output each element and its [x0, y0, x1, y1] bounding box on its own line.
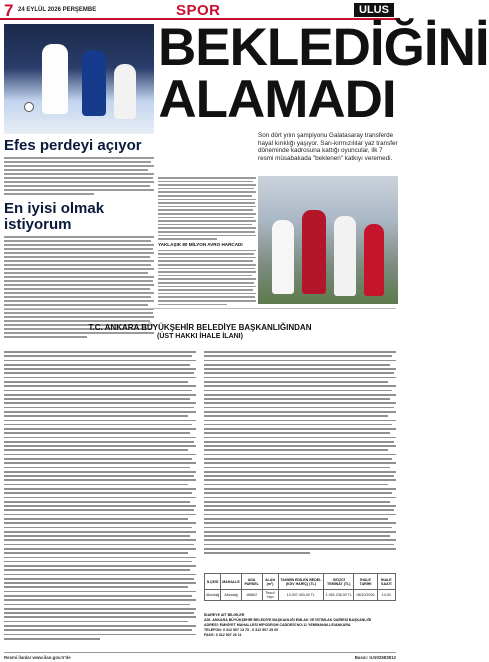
table-header-cell: TAHMİN EDİLEN BEDEL (KDV HARİÇ) (TL) — [278, 574, 324, 590]
table-cell: Altındağ — [205, 590, 221, 601]
table-header-cell: GEÇİCİ TEMİNAT (TL) — [324, 574, 354, 590]
main-subhead: YAKLAŞIK 80 MİLYON AVRO HARCADI — [158, 241, 243, 247]
table-cell: Tescil Yapı — [262, 590, 278, 601]
contact-title: İDAREYE AİT BİLGİLER — [204, 613, 245, 617]
logo-text: ULUS — [359, 4, 389, 16]
notice-text-right — [204, 351, 396, 557]
notice-text-left — [4, 351, 196, 642]
table-cell: 1.952.236,00 TL — [324, 590, 354, 601]
contact-name-label: ADI — [204, 618, 211, 622]
section-title: SPOR — [176, 2, 221, 19]
contact-block — [204, 613, 396, 638]
table-cell: 1868/2 — [241, 590, 262, 601]
notice-title: T.C. ANKARA BÜYÜKŞEHİR BELEDİYE BAŞKANLIĞINDAN — [88, 323, 312, 332]
contact-fax-value: 0 312 507 26 11 — [215, 633, 242, 637]
table-header-cell: ALAN (m²) — [262, 574, 278, 590]
notice-subtitle: (ÜST HAKKI İHALE İLANI) — [157, 333, 243, 340]
tender-table-header — [205, 574, 396, 590]
contact-name-row: ADI: ANKARA BÜYÜKŞEHİR BELEDİYE BAŞKANLIĞI EMLAK VE İSTİMLAK DAİRESİ BAŞKANLIĞI — [204, 618, 372, 622]
page-footer — [4, 652, 396, 661]
en-iyisi-headline: En iyisi olmak istiyorum — [4, 200, 105, 233]
newspaper-logo — [354, 3, 394, 17]
page-number: 7 — [4, 1, 14, 20]
basketball-photo — [4, 24, 154, 134]
table-header-cell: MAHALLE — [221, 574, 242, 590]
table-header-cell: İHALE SAATİ — [377, 574, 395, 590]
contact-fax-row: FAKS: 0 312 507 26 11 — [204, 633, 242, 637]
table-header-cell: İHALE TARİHİ — [354, 574, 377, 590]
table-cell: 14.00 — [377, 590, 395, 601]
contact-address-value: EMNİYET MAHALLESİ HİPODROM CADDESİ NO:11 YENİMAHALLE/ANKARA — [219, 623, 351, 627]
tender-table — [204, 573, 396, 601]
left-column — [4, 24, 154, 340]
football-photo — [258, 176, 398, 304]
page-date: 24 EYLÜL 2026 PERŞEMBE — [18, 7, 97, 13]
contact-address-label: ADRESİ — [204, 623, 218, 627]
table-cell: 08/10/2026 — [354, 590, 377, 601]
main-spot: Son dört yılın şampiyonu Galatasaray transferde hayal kırıklığı yaşıyor. Sarı-kırmızılılar yaz transfer döneminde kadrosuna kattığı oyuncular, ilk 7 resmi müsabakada "beklenen" katkıyı veremedi. — [258, 132, 398, 162]
contact-phone-label: TELEFON — [204, 628, 221, 632]
footer-left: Resmi ilanlar www.ilan.gov.tr'de — [4, 655, 71, 660]
efes-headline: Efes perdeyi açıyor — [4, 137, 142, 154]
footer-right: Basın: ILN02583812 — [354, 655, 396, 660]
table-header-cell: İLÇESİ — [205, 574, 221, 590]
main-article-body — [158, 174, 256, 307]
table-row — [205, 590, 396, 601]
main-headline: BEKLEDİĞİNİ ALAMADI — [158, 18, 489, 129]
masthead — [0, 0, 400, 20]
efes-article-body — [4, 157, 154, 195]
contact-phone-row: TELEFON: 0 312 507 13 75 - 0 312 507 25 00 — [204, 628, 279, 632]
notice-body — [4, 351, 396, 653]
contact-phone-value: 0 312 507 13 75 - 0 312 507 25 00 — [222, 628, 279, 632]
table-cell: Altındağ — [221, 590, 242, 601]
contact-address-row: ADRESİ: EMNİYET MAHALLESİ HİPODROM CADDESİ NO:11 YENİMAHALLE/ANKARA — [204, 623, 351, 627]
tender-announcement — [4, 308, 396, 652]
contact-name-value: ANKARA BÜYÜKŞEHİR BELEDİYE BAŞKANLIĞI EMLAK VE İSTİMLAK DAİRESİ BAŞKANLIĞI — [212, 618, 372, 622]
table-header-cell: ADA PARSEL — [241, 574, 262, 590]
table-cell: 13.007.493,00 TL — [278, 590, 324, 601]
contact-fax-label: FAKS — [204, 633, 214, 637]
